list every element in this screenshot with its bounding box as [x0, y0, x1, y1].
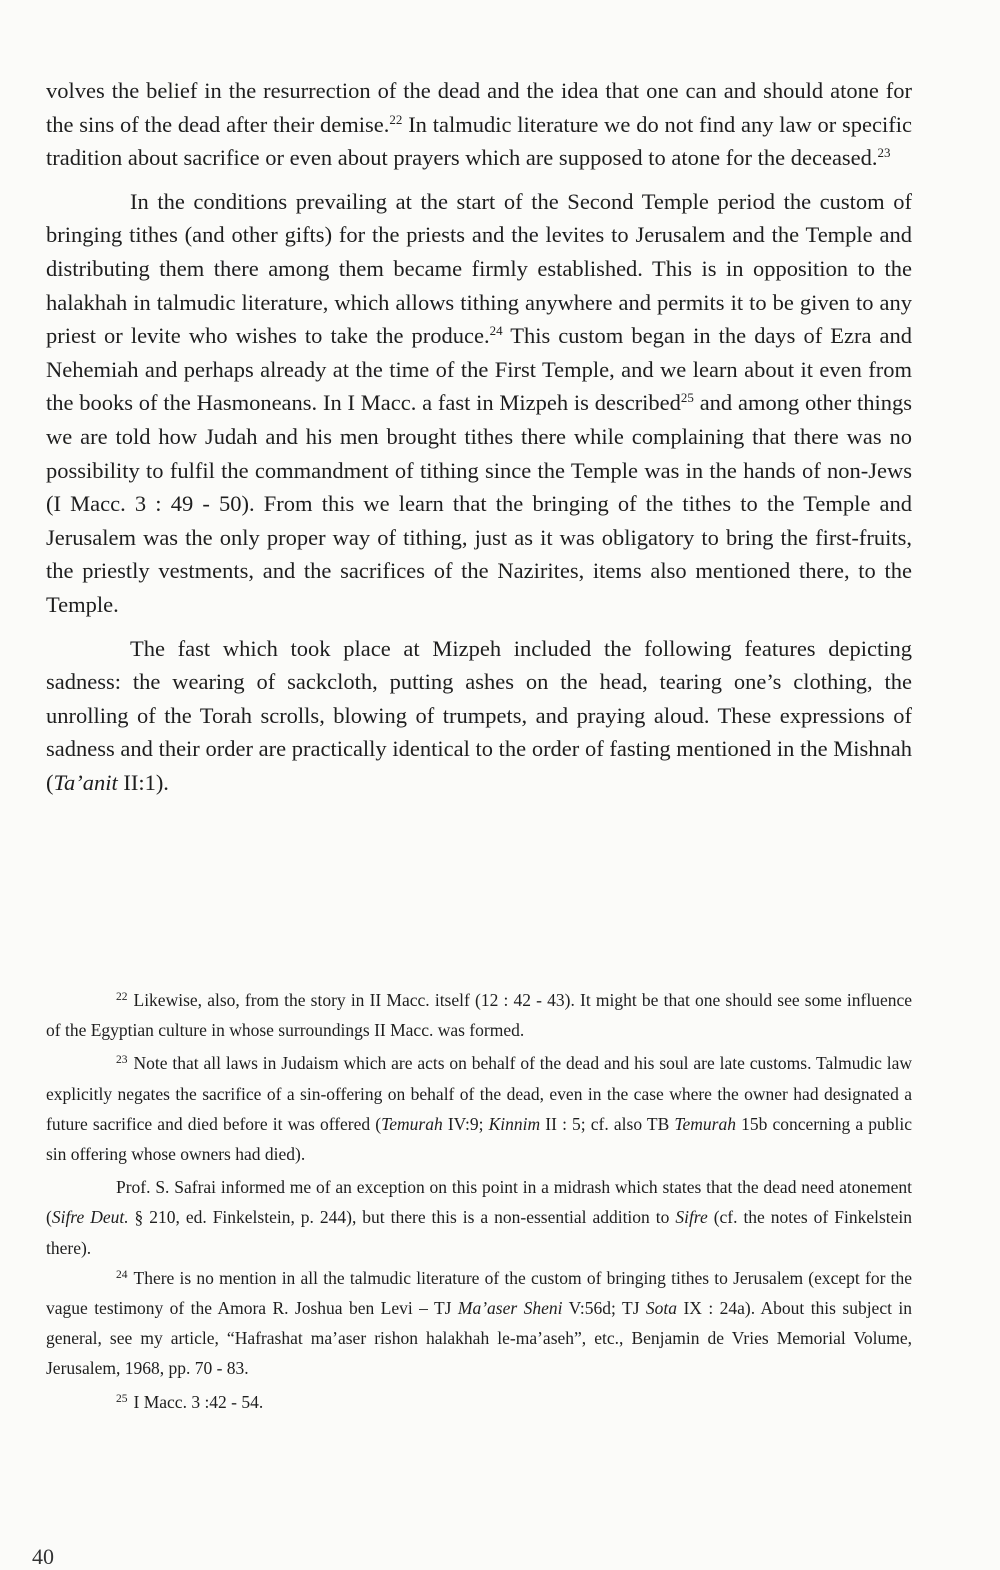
footnote-ref-24[interactable]: 24 — [489, 323, 503, 339]
paragraph-2: In the conditions prevailing at the start of the Second Temple period the custom of bringing tithes (and other gifts) for the priests and the levites to Jerusalem and the Temple and distributing them there among them became firmly established. This is in opposition to the halakhah in talmudic literature, which allows tithing anywhere and permits it to be given to any priest or levite who wishes to take the produce.$^{24}$ This custom began in the days of Ezra and Nehemiah and perhaps already at the time of the First Temple, and we learn about it even from the books of the Hasmoneans. In I Macc. a fast in Mizpeh is described$^{25}$ and among other things we are told how Judah and his men brought tithes there while complaining that there was no possibility to fulfil the commandment of tithing since the Temple was in the hands of non-Jews (I Macc. 3 : 49 - 50). From this we learn that the bringing of the tithes to the Temple and Jerusalem was the only proper way of tithing, just as it was obligatory to bring the first-fruits, the priestly vestments, and the sacrifices of the Nazirites, items also mentioned there, to the Temple. — [46, 188, 913, 617]
footnote-24: $^{24}$ There is no mention in all the talmudic literature of the custom of bringing tithes to Jerusalem (except for the vague testimony of the Amora R. Joshua ben Levi – TJ Ma’aser Sheni V:56d; TJ Sota IX : 24a). About this subject in general, see my article, “Hafrashat ma’aser rishon halakhah le-ma’aseh”, etc., Benjamin de Vries Memorial Volume, Jerusalem, 1968, pp. 70 - 83. — [46, 1267, 912, 1379]
footnote-number: 24 — [116, 1268, 128, 1281]
footnote-number: 23 — [116, 1054, 128, 1067]
footnote-ref-25[interactable]: 25 — [680, 390, 694, 406]
footnote-number: 22 — [116, 991, 128, 1003]
page-number: 40 — [32, 1544, 54, 1569]
footnote-25: $^{25}$ I Macc. 3 :42 - 54. — [116, 1391, 264, 1412]
main-text — [46, 74, 912, 799]
footnote-ref-22[interactable]: 22 — [389, 111, 403, 127]
footnote-23-continued: Prof. S. Safrai informed me of an exception on this point in a midrash which states that the dead need atonement (Sifre Deut. § 210, ed. Finkelstein, p. 244), but there this is a non-essential addition to Sifre (cf. the notes of Finkelstein there). — [46, 1177, 912, 1258]
footnote-ref-23[interactable]: 23 — [877, 145, 891, 161]
paragraph-1: volves the belief in the resurrection of the dead and the idea that one can and should atone for the sins of the dead after their demise.$^{22}$ In talmudic literature we do not find any law or specific tradition about sacrifice or even about prayers which are supposed to atone for the deceased.$^{23}$ — [46, 78, 912, 171]
footnote-number: 25 — [116, 1392, 128, 1405]
footnote-23: $^{23}$ Note that all laws in Judaism which are acts on behalf of the dead and his soul are late customs. Talmudic law explicitly negates the sacrifice of a sin-offering on behalf of the dead, even in the case where the owner had designated a future sacrifice and died before it was offered (Temurah IV:9; Kinnim II : 5; cf. also TB Temurah 15b concerning a public sin offering whose owners had died). — [46, 1053, 912, 1165]
footnotes — [46, 985, 912, 1417]
paragraph-3: The fast which took place at Mizpeh included the following features depicting sadness: the wearing of sackcloth, putting ashes on the head, tearing one’s clothing, the unrolling of the Torah scrolls, blowing of trumpets, and praying aloud. These expressions of sadness and their order are practically identical to the order of fasting mentioned in the Mishnah (Ta’anit II:1). — [46, 635, 912, 795]
footnote-22: $^{22}$ Likewise, also, from the story in II Macc. itself (12 : 42 - 43). It might be that one should see some influence of the Egyptian culture in whose surroundings II Macc. was formed. — [46, 990, 912, 1041]
